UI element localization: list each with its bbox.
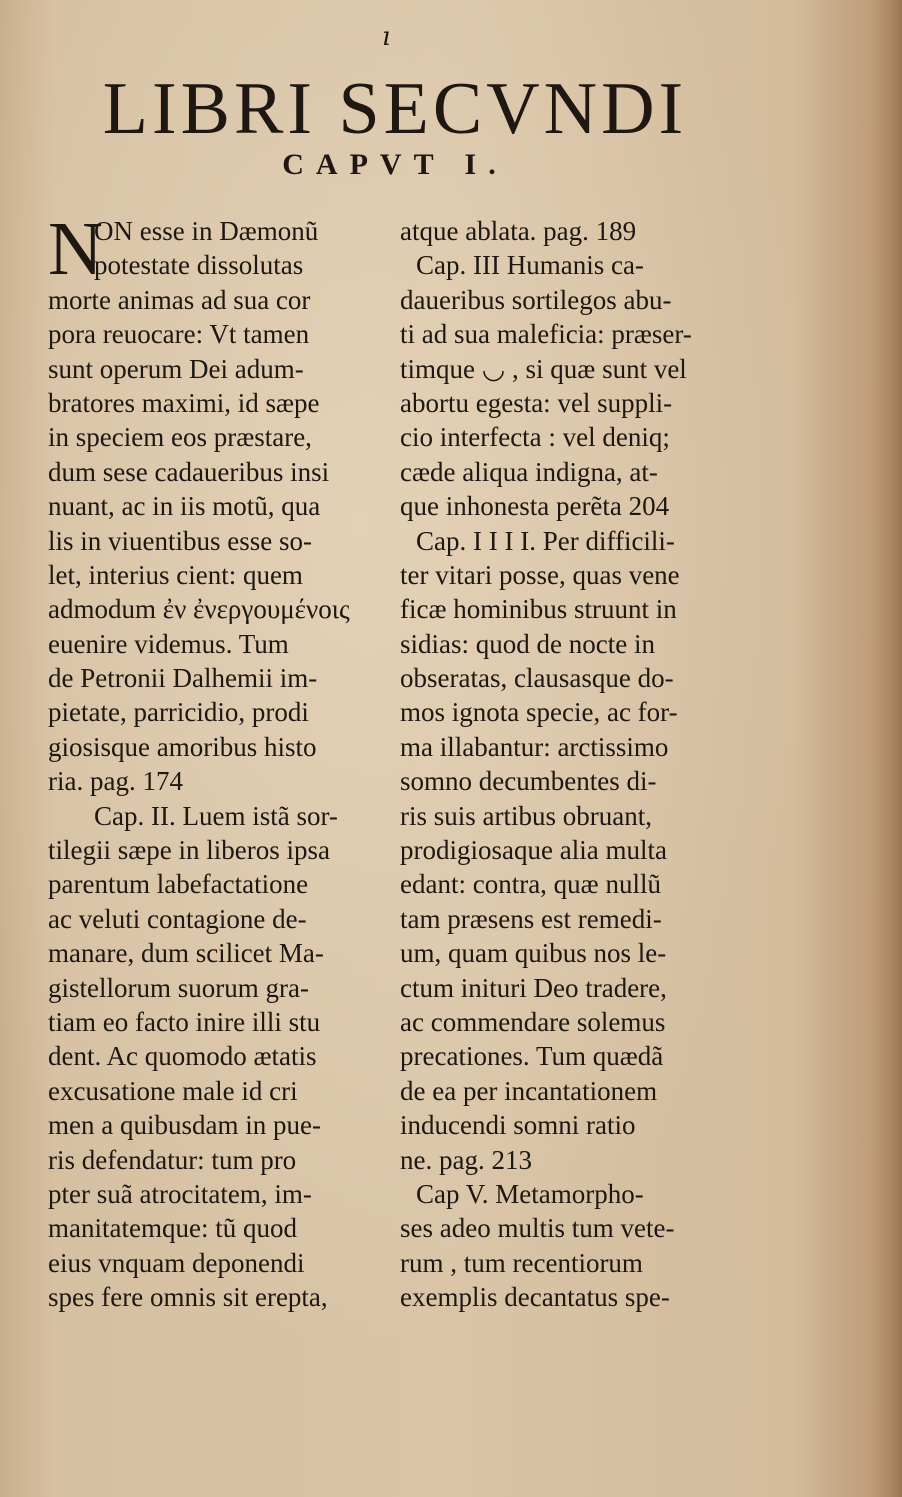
text-line: spes fere omnis sit erepta, <box>48 1282 328 1313</box>
text-line: Cap. III Humanis ca- <box>416 250 644 281</box>
text-line: nuant, ac in iis motũ, qua <box>48 491 321 522</box>
text-line: ac commendare solemus <box>400 1006 666 1037</box>
text-line: sidias: quod de nocte in <box>400 628 655 659</box>
text-line: timque ◡ , si quæ sunt vel <box>400 353 687 384</box>
right-column <box>400 214 752 1315</box>
text-line: abortu egesta: vel suppli- <box>400 387 673 418</box>
text-line: ris defendatur: tum pro <box>48 1144 297 1175</box>
text-line: ti ad sua maleficia: præser- <box>400 319 692 350</box>
text-line: gistellorum suorum gra- <box>48 972 309 1003</box>
text-line: obseratas, clausasque do- <box>400 663 674 694</box>
text-line: inducendi somni ratio <box>400 1110 636 1141</box>
text-line: exemplis decantatus spe- <box>400 1282 670 1313</box>
text-line: ON esse in Dæmonũ <box>94 216 319 246</box>
text-line: prodigiosaque alia multa <box>400 835 667 866</box>
text-line: dum sese cadaueribus insi <box>48 456 330 487</box>
text-line: um, quam quibus nos le- <box>400 938 667 969</box>
text-line: Cap. I I I I. Per difficili- <box>416 525 675 556</box>
text-line: que inhonesta perẽta 204 <box>400 491 670 522</box>
chapter-heading: CAPVT I. <box>282 148 508 181</box>
text-line: cæde aliqua indigna, at- <box>400 456 658 487</box>
text-line: giosisque amoribus histo <box>48 731 317 762</box>
text-line: Cap. II. Luem istã sor- <box>94 800 338 831</box>
text-line: manitatemque: tũ quod <box>48 1213 297 1244</box>
left-column <box>48 207 396 1315</box>
text-line: edant: contra, quæ nullũ <box>400 869 661 900</box>
text-line: let, interius cient: quem <box>48 559 303 590</box>
text-line: ter vitari posse, quas vene <box>400 559 680 590</box>
text-line: ficæ hominibus struunt in <box>400 594 677 625</box>
text-line: tam præsens est remedi- <box>400 903 662 934</box>
page-title: LIBRI SECVNDI <box>102 68 688 150</box>
text-line: excusatione male id cri <box>48 1075 298 1106</box>
text-line: de Petronii Dalhemii im- <box>48 663 318 694</box>
text-line: ses adeo multis tum vete- <box>400 1213 675 1244</box>
text-line: atque ablata. pag. 189 <box>400 216 637 246</box>
text-line: sunt operum Dei adum- <box>48 353 304 384</box>
text-line: daueribus sortilegos abu- <box>400 284 672 315</box>
text-line: Cap V. Metamorpho- <box>416 1178 644 1209</box>
text-line: pora reuocare: Vt tamen <box>48 319 310 350</box>
text-line: bratores maximi, id sæpe <box>48 387 320 418</box>
text-line: dent. Ac quomodo ætatis <box>48 1041 317 1072</box>
text-line: ac veluti contagione de- <box>48 903 307 934</box>
text-line: precationes. Tum quædã <box>400 1041 664 1072</box>
text-line: pter suã atrocitatem, im- <box>48 1178 312 1209</box>
text-line: ris suis artibus obruant, <box>400 800 652 831</box>
text-line: potestate dissolutas <box>94 250 304 281</box>
text-line: somno decumbentes di- <box>400 766 657 797</box>
text-line: ne. pag. 213 <box>400 1144 532 1175</box>
text-line: eius vnquam deponendi <box>48 1247 305 1278</box>
text-line: tiam eo facto inire illi stu <box>48 1006 321 1037</box>
text-line: parentum labefactatione <box>48 869 309 900</box>
page-mark: ı <box>382 22 391 52</box>
text-line: ma illabantur: arctissimo <box>400 731 669 762</box>
text-line: cio interfecta : vel deniq; <box>400 422 670 453</box>
text-line: manare, dum scilicet Ma- <box>48 938 324 969</box>
text-line: mos ignota specie, ac for- <box>400 697 678 728</box>
text-line: men a quibusdam in pue- <box>48 1110 321 1141</box>
text-line: morte animas ad sua cor <box>48 284 311 315</box>
text-line: de ea per incantationem <box>400 1075 658 1106</box>
text-line: admodum ἐν ἐνεργουμένοις <box>48 594 350 625</box>
text-line: pietate, parricidio, prodi <box>48 697 309 728</box>
page-edge-shadow <box>868 0 902 1497</box>
text-line: ria. pag. 174 <box>48 766 183 797</box>
drop-cap: N <box>48 207 103 291</box>
text-line: tilegii sæpe in liberos ipsa <box>48 835 330 866</box>
text-line: rum , tum recentiorum <box>400 1247 643 1278</box>
text-line: in speciem eos præstare, <box>48 422 312 453</box>
text-line: ctum inituri Deo tradere, <box>400 972 667 1003</box>
text-line: euenire videmus. Tum <box>48 628 289 659</box>
text-line: lis in viuentibus esse so- <box>48 525 312 556</box>
